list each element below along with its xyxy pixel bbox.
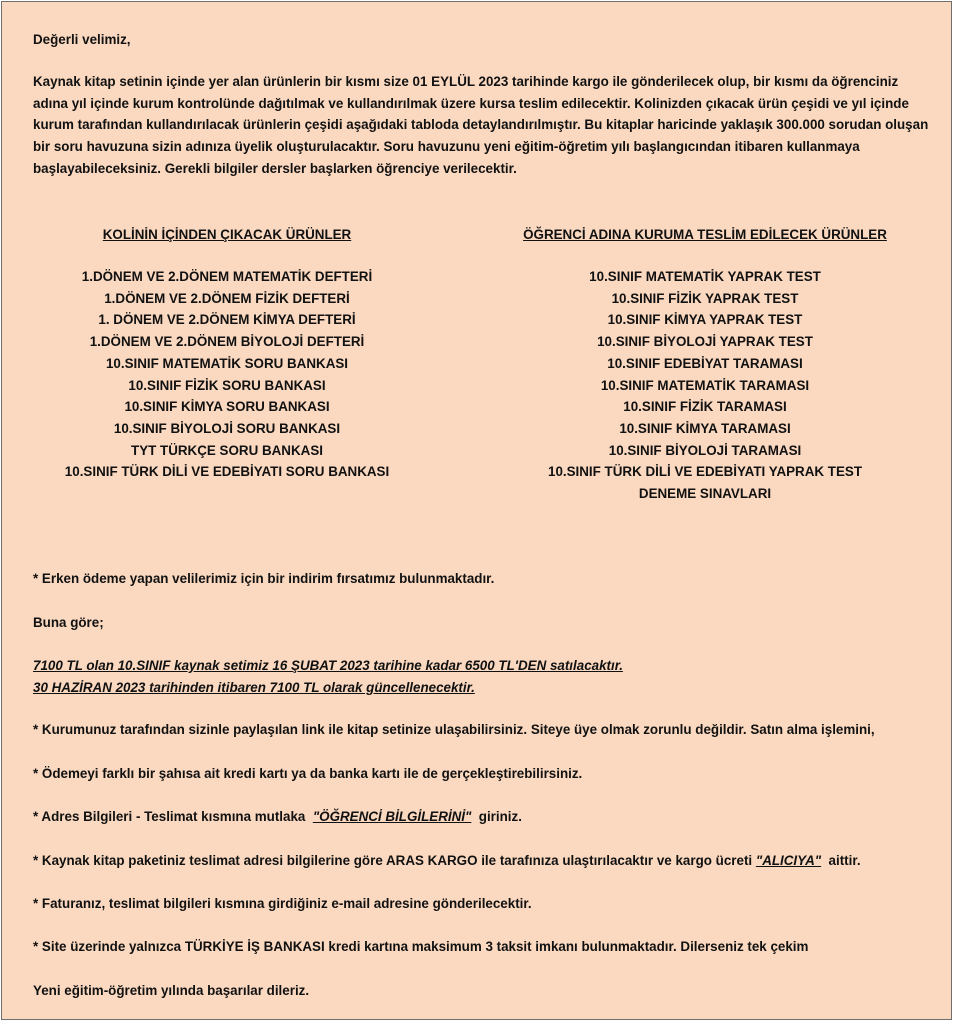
right-column xyxy=(480,224,930,505)
greeting: Değerli velimiz, xyxy=(33,32,131,47)
list-item: 10.SINIF EDEBİYAT TARAMASI xyxy=(607,355,803,371)
list-item: 10.SINIF MATEMATİK YAPRAK TEST xyxy=(589,269,821,284)
list-item: TYT TÜRKÇE SORU BANKASI xyxy=(131,442,323,458)
list-item: 10.SINIF BİYOLOJİ YAPRAK TEST xyxy=(597,334,813,350)
recipient-emphasis: "ALICIYA" xyxy=(755,853,822,868)
list-item: 10.SINIF KİMYA SORU BANKASI xyxy=(124,399,330,415)
price-line-2: 30 HAZİRAN 2023 tarihinden itibaren 7100 TL olarak güncellenecektir. xyxy=(33,680,475,695)
list-item: 1.DÖNEM VE 2.DÖNEM BİYOLOJİ DEFTERİ xyxy=(89,334,365,350)
list-item: 10.SINIF MATEMATİK SORU BANKASI xyxy=(105,355,349,371)
note-address-end: giriniz. xyxy=(471,809,522,824)
discount-note: * Erken ödeme yapan velilerimiz için bir indirim fırsatımız bulunmaktadır. xyxy=(33,571,495,586)
left-column xyxy=(32,224,422,483)
list-item: 1. DÖNEM VE 2.DÖNEM KİMYA DEFTERİ xyxy=(98,312,356,328)
list-item: 10.SINIF KİMYA TARAMASI xyxy=(619,420,791,436)
note-bank: * Site üzerinde yalnızca TÜRKİYE İŞ BANKASI kredi kartına maksimum 3 taksit imkanı bulunmaktadır. Dilerseniz tek çekim xyxy=(33,939,809,954)
list-item: 10.SINIF BİYOLOJİ TARAMASI xyxy=(608,442,802,458)
note-cargo xyxy=(33,853,861,868)
list-item: 10.SINIF FİZİK SORU BANKASI xyxy=(128,377,326,393)
list-item: 10.SINIF MATEMATİK TARAMASI xyxy=(600,377,810,393)
right-column-title: ÖĞRENCİ ADINA KURUMA TESLİM EDİLECEK ÜRÜNLER xyxy=(523,227,887,242)
note-cargo-end: aittir. xyxy=(821,853,861,868)
student-info-emphasis: "ÖĞRENCİ BİLGİLERİNİ" xyxy=(312,809,472,824)
buna-gore: Buna göre; xyxy=(33,615,104,630)
list-item: DENEME SINAVLARI xyxy=(638,486,772,502)
note-address xyxy=(33,809,522,824)
list-item: 10.SINIF TÜRK DİLİ VE EDEBİYATI SORU BANKASI xyxy=(64,464,390,480)
intro-paragraph: Kaynak kitap setinin içinde yer alan ürünlerin bir kısmı size 01 EYLÜL 2023 tarihinde kargo ile gönderilecek olup, bir kısmı da öğrenciniz adına yıl içinde kurum kontrolünde dağıtılmak ve kullandırılmak üzere kursa teslim edilecektir. Kolinizden çıkacak ürün çeşidi ve yıl içinde kurum tarafından kullandırılacak ürünlerin çeşidi aşağıdaki tabloda detaylandırılmıştır. Bu kitaplar haricinde yaklaşık 300.000 sorudan oluşan bir soru havuzuna sizin adınıza üyelik oluşturulacaktır. Soru havuzunu yeni eğitim-öğretim yılı başlangıcından itibaren kullanmaya başlayabileceksiniz. Gerekli bilgiler dersler başlarken öğrenciye verilecektir. xyxy=(33,74,929,176)
note-cargo-text: * Kaynak kitap paketiniz teslimat adresi bilgilerine göre ARAS KARGO ile tarafınıza ulaştırılacaktır ve kargo ücreti xyxy=(33,853,756,868)
left-column-title: KOLİNİN İÇİNDEN ÇIKACAK ÜRÜNLER xyxy=(102,227,352,242)
letter-page xyxy=(1,1,952,1020)
list-item: 1.DÖNEM VE 2.DÖNEM FİZİK DEFTERİ xyxy=(104,290,350,306)
list-item: 10.SINIF KİMYA YAPRAK TEST xyxy=(607,312,803,328)
list-item: 10.SINIF FİZİK YAPRAK TEST xyxy=(611,290,799,306)
note-payment: * Ödemeyi farklı bir şahısa ait kredi kartı ya da banka kartı ile de gerçekleştirebilirsiniz. xyxy=(33,766,583,781)
note-invoice: * Faturanız, teslimat bilgileri kısmına girdiğiniz e-mail adresine gönderilecektir. xyxy=(33,896,532,911)
list-item: 10.SINIF TÜRK DİLİ VE EDEBİYATI YAPRAK TEST xyxy=(548,464,862,480)
list-item: 10.SINIF FİZİK TARAMASI xyxy=(623,399,787,415)
price-line-1: 7100 TL olan 10.SINIF kaynak setimiz 16 ŞUBAT 2023 tarihine kadar 6500 TL'DEN satılacaktır. xyxy=(33,658,623,673)
note-link: * Kurumunuz tarafından sizinle paylaşılan link ile kitap setinize ulaşabilirsiniz. Siteye üye olmak zorunlu değildir. Satın alma işlemini, xyxy=(33,722,875,737)
closing-line: Yeni eğitim-öğretim yılında başarılar dileriz. xyxy=(33,983,310,998)
list-item: 10.SINIF BİYOLOJİ SORU BANKASI xyxy=(113,420,341,436)
list-item: 1.DÖNEM VE 2.DÖNEM MATEMATİK DEFTERİ xyxy=(81,269,373,284)
note-address-text: * Adres Bilgileri - Teslimat kısmına mutlaka xyxy=(33,809,313,824)
